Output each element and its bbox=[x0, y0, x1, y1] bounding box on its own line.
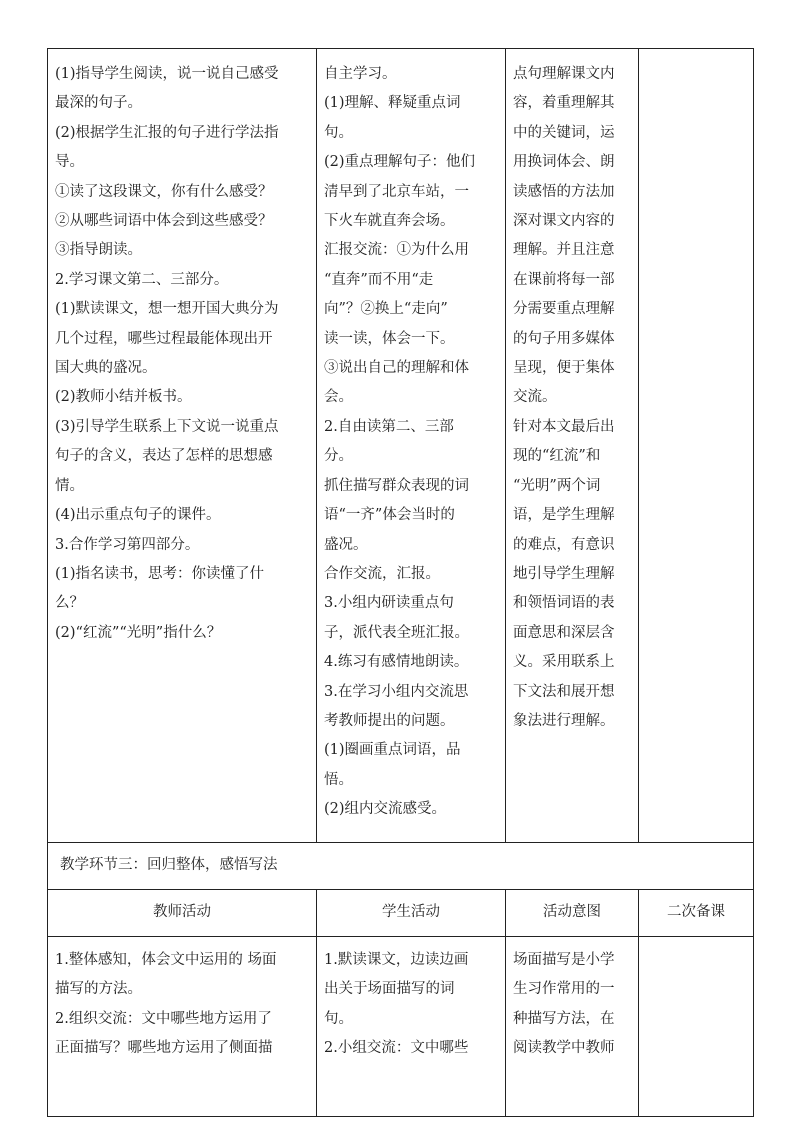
text-line: 正面描写？哪些地方运用了侧面描 bbox=[55, 1040, 273, 1057]
text-line: (1)圈画重点词语，品 bbox=[324, 742, 461, 759]
header-activity-intent: 活动意图 bbox=[506, 890, 639, 937]
text-line: 2.学习课文第二、三部分。 bbox=[55, 271, 229, 288]
text-line: 下火车就直奔会场。 bbox=[324, 213, 455, 230]
text-line: 1.默读课文，边读边画 bbox=[324, 952, 469, 968]
text-line: 语，是学生理解 bbox=[513, 507, 615, 524]
text-line: 2.自由读第二、三部 bbox=[324, 418, 454, 435]
teacher-activity-cell bbox=[48, 49, 317, 843]
text-line: 中的关键词，运 bbox=[513, 124, 615, 141]
text-line: 考教师提出的问题。 bbox=[324, 712, 455, 729]
text-line: 最深的句子。 bbox=[55, 95, 142, 112]
text-line: 向”？②换上“走向” bbox=[324, 301, 448, 318]
text-line: ③指导朗读。 bbox=[55, 242, 142, 259]
text-line: 面意思和深层含 bbox=[513, 624, 615, 641]
text-line: 句子的含义，表达了怎样的思想感 bbox=[55, 448, 273, 465]
text-line: 读感悟的方法加 bbox=[513, 183, 615, 200]
text-line: “光明”两个词 bbox=[513, 477, 601, 494]
header-student-activity: 学生活动 bbox=[317, 890, 506, 937]
text-line: 理解。并且注意 bbox=[513, 242, 615, 259]
text-line: 情。 bbox=[55, 477, 84, 494]
text-line: 种描写方法，在 bbox=[513, 1010, 615, 1027]
text-line: 3.合作学习第四部分。 bbox=[55, 536, 200, 553]
activity-intent-cell bbox=[506, 937, 639, 1117]
text-line: 4.练习有感情地朗读。 bbox=[324, 654, 469, 671]
activity-intent-lines bbox=[513, 946, 631, 1064]
header-second-prep: 二次备课 bbox=[639, 890, 754, 937]
second-prep-cell bbox=[639, 937, 754, 1117]
activity-intent-cell bbox=[506, 49, 639, 843]
text-line: 3.在学习小组内交流思 bbox=[324, 683, 469, 700]
text-line: (2)“红流”“光明”指什么？ bbox=[55, 624, 222, 641]
teacher-activity-cell bbox=[48, 937, 317, 1117]
text-line: 的难点，有意识 bbox=[513, 536, 615, 553]
text-line: (1)指导学生阅读，说一说自己感受 bbox=[55, 66, 279, 82]
text-line: 几个过程，哪些过程最能体现出开 bbox=[55, 330, 273, 347]
text-line: 会。 bbox=[324, 389, 353, 406]
text-line: 象法进行理解。 bbox=[513, 712, 615, 729]
text-line: 场面描写是小学 bbox=[513, 952, 615, 968]
text-line: 用换词体会、朗 bbox=[513, 154, 615, 171]
text-line: “直奔”而不用“走 bbox=[324, 271, 434, 288]
text-line: 子，派代表全班汇报。 bbox=[324, 624, 469, 641]
student-activity-lines bbox=[324, 60, 498, 825]
text-line: 分。 bbox=[324, 448, 353, 465]
text-line: 生习作常用的一 bbox=[513, 981, 615, 998]
text-line: 2.组织交流：文中哪些地方运用了 bbox=[55, 1010, 272, 1027]
text-line: 深对课文内容的 bbox=[513, 213, 615, 230]
text-line: 交流。 bbox=[513, 389, 557, 406]
text-line: 3.小组内研读重点句 bbox=[324, 595, 454, 612]
student-activity-lines bbox=[324, 946, 498, 1064]
text-line: 合作交流，汇报。 bbox=[324, 565, 440, 582]
text-line: 描写的方法。 bbox=[55, 981, 142, 998]
text-line: (2)根据学生汇报的句子进行学法指 bbox=[55, 124, 279, 141]
text-line: 读一读，体会一下。 bbox=[324, 330, 455, 347]
text-line: 和领悟词语的表 bbox=[513, 595, 615, 612]
text-line: (1)默读课文，想一想开国大典分为 bbox=[55, 301, 279, 318]
teacher-activity-lines bbox=[55, 946, 309, 1064]
text-line: (3)引导学生联系上下文说一说重点 bbox=[55, 418, 279, 435]
text-line: 针对本文最后出 bbox=[513, 418, 615, 435]
student-activity-cell bbox=[317, 937, 506, 1117]
teacher-activity-lines bbox=[55, 60, 309, 648]
text-line: 汇报交流：①为什么用 bbox=[324, 242, 469, 259]
text-line: (2)重点理解句子：他们 bbox=[324, 154, 476, 171]
text-line: ③说出自己的理解和体 bbox=[324, 360, 469, 377]
text-line: 2.小组交流：文中哪些 bbox=[324, 1040, 469, 1057]
text-line: ②从哪些词语中体会到这些感受？ bbox=[55, 213, 273, 230]
lesson-plan-table bbox=[47, 48, 754, 1117]
second-prep-cell bbox=[639, 49, 754, 843]
text-line: 地引导学生理解 bbox=[513, 565, 615, 582]
table-row bbox=[48, 49, 754, 843]
text-line: 阅读教学中教师 bbox=[513, 1040, 615, 1057]
activity-intent-lines bbox=[513, 60, 631, 736]
text-line: 1.整体感知，体会文中运用的 场面 bbox=[55, 952, 277, 968]
text-line: 点句理解课文内 bbox=[513, 66, 615, 82]
text-line: ①读了这段课文，你有什么感受？ bbox=[55, 183, 273, 200]
text-line: 语“一齐”体会当时的 bbox=[324, 507, 455, 524]
text-line: 义。采用联系上 bbox=[513, 654, 615, 671]
text-line: 句。 bbox=[324, 124, 353, 141]
text-line: 国大典的盛况。 bbox=[55, 360, 157, 377]
text-line: (4)出示重点句子的课件。 bbox=[55, 507, 221, 524]
text-line: (1)指名读书，思考：你读懂了什 bbox=[55, 565, 265, 582]
text-line: 抓住描写群众表现的词 bbox=[324, 477, 469, 494]
text-line: 悟。 bbox=[324, 771, 353, 788]
text-line: (1)理解、释疑重点词 bbox=[324, 95, 461, 112]
student-activity-cell bbox=[317, 49, 506, 843]
text-line: 容，着重理解其 bbox=[513, 95, 615, 112]
text-line: (2)教师小结并板书。 bbox=[55, 389, 192, 406]
text-line: 在课前将每一部 bbox=[513, 271, 615, 288]
text-line: 呈现，便于集体 bbox=[513, 360, 615, 377]
text-line: 现的“红流”和 bbox=[513, 448, 601, 465]
section-title: 教学环节三：回归整体，感悟写法 bbox=[48, 843, 754, 890]
header-row bbox=[48, 890, 754, 937]
text-line: 清早到了北京车站，一 bbox=[324, 183, 469, 200]
header-teacher-activity: 教师活动 bbox=[48, 890, 317, 937]
table-row bbox=[48, 937, 754, 1117]
text-line: 导。 bbox=[55, 154, 84, 171]
text-line: 句。 bbox=[324, 1010, 353, 1027]
text-line: 下文法和展开想 bbox=[513, 683, 615, 700]
text-line: 盛况。 bbox=[324, 536, 368, 553]
text-line: 出关于场面描写的词 bbox=[324, 981, 455, 998]
text-line: 么？ bbox=[55, 595, 84, 612]
text-line: 分需要重点理解 bbox=[513, 301, 615, 318]
text-line: (2)组内交流感受。 bbox=[324, 801, 447, 818]
text-line: 的句子用多媒体 bbox=[513, 330, 615, 347]
section-row bbox=[48, 843, 754, 890]
text-line: 自主学习。 bbox=[324, 66, 397, 82]
